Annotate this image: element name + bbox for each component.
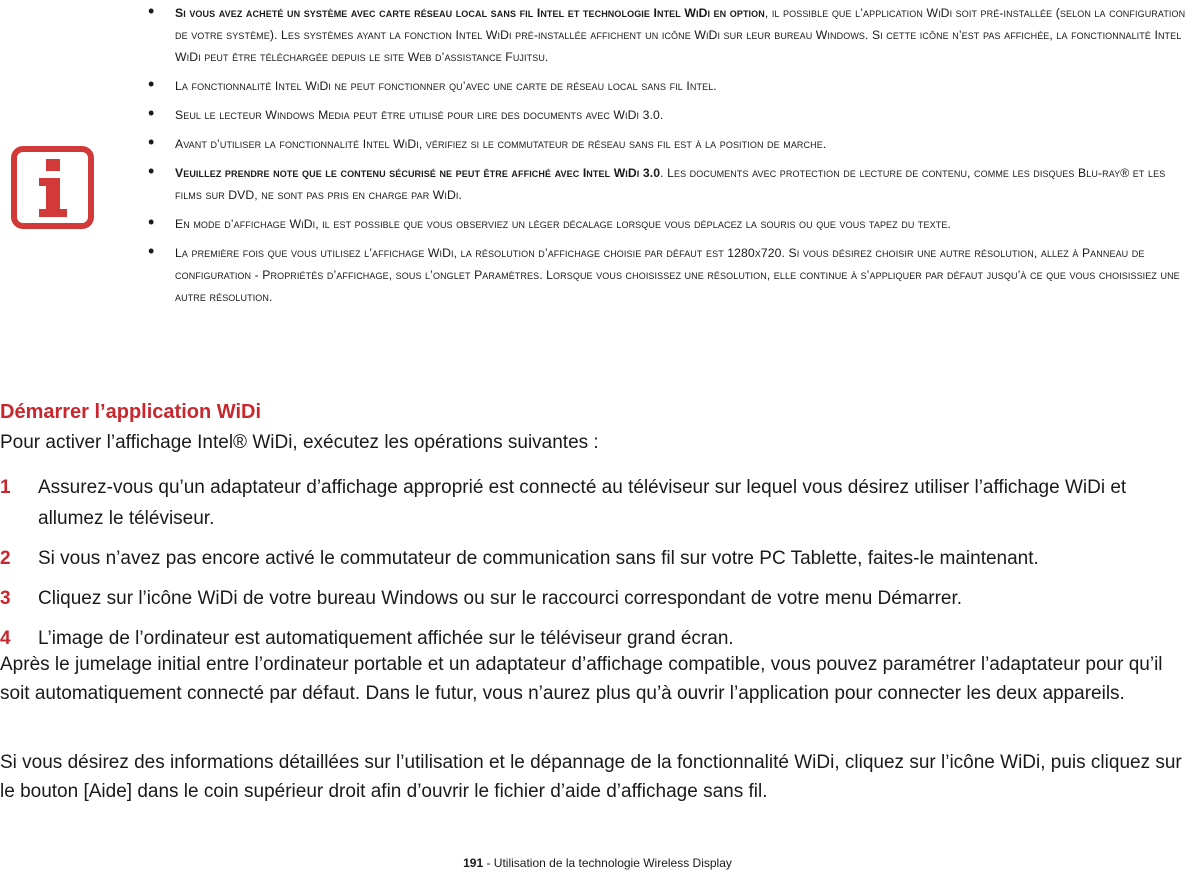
note-item: [148, 162, 1188, 206]
step-item: [0, 543, 1195, 574]
note-text: Seul le lecteur Windows Media peut être utilisé pour lire des documents avec WiDi 3.0.: [175, 108, 664, 122]
step-text: Cliquez sur l’icône WiDi de votre bureau Windows ou sur le raccourci correspondant de votre menu Démarrer.: [38, 588, 963, 609]
note-text: En mode d’affichage WiDi, il est possible que vous observiez un léger décalage lorsque vous déplacez la souris ou que vous tapez du texte.: [175, 217, 951, 231]
bullet: •: [148, 132, 155, 152]
step-text: Assurez-vous qu’un adaptateur d’affichage approprié est connecté au téléviseur sur lequel vous désirez utiliser l’affichage WiDi et allumez le téléviseur.: [38, 477, 1127, 529]
note-lead: Si vous avez acheté un système avec carte réseau local sans fil Intel et technologie Intel WiDi en option: [175, 6, 765, 20]
bullet: •: [148, 103, 155, 123]
note-item: [148, 213, 1188, 235]
note-text: La première fois que vous utilisez l’affichage WiDi, la résolution d’affichage choisie par défaut est 1280x720. Si vous désirez choisir une autre résolution, allez à Panneau de configuration - Propriétés d’affichage, sous l’onglet Paramètres. Lorsque vous choisissez une résolution, elle continue à s’appliquer par défaut jusqu’à ce que vous choisissiez une autre résolution.: [175, 246, 1180, 304]
section-intro: Pour activer l’affichage Intel® WiDi, exécutez les opérations suivantes :: [0, 432, 599, 453]
note-lead: Veuillez prendre note que le contenu sécurisé ne peut être affiché avec Intel WiDi 3.0: [175, 166, 661, 180]
step-item: [0, 583, 1195, 614]
step-number: 1: [0, 477, 11, 498]
note-item: [148, 133, 1188, 155]
note-text: , il possible que l’application WiDi soit pré-installée (selon la configuration de votre système). Les systèmes ayant la fonction Intel WiDi pré-installée affichent un icône WiDi sur leur bureau Windows. Si cette icône n’est pas affichée, la fonctionnalité Intel WiDi peut être téléchargée depuis le site Web d’assistance Fujitsu.: [175, 6, 1186, 64]
note-text: La fonctionnalité Intel WiDi ne peut fonctionner qu’avec une carte de réseau local sans fil Intel.: [175, 79, 717, 93]
step-text: Si vous n’avez pas encore activé le commutateur de communication sans fil sur votre PC Tablette, faites-le maintenant.: [38, 548, 1039, 569]
bullet: •: [148, 74, 155, 94]
step-number: 4: [0, 628, 11, 649]
section-title: Démarrer l’application WiDi: [0, 401, 261, 423]
bullet: •: [148, 241, 155, 261]
note-text: . Les documents avec protection de lecture de contenu, comme les disques Blu-ray® et les films sur DVD, ne sont pas pris en charge par WiDi.: [175, 166, 1166, 202]
step-number: 2: [0, 548, 11, 569]
note-item: [148, 242, 1188, 308]
note-item: [148, 2, 1188, 68]
note-item: [148, 75, 1188, 97]
note-text: Avant d’utiliser la fonctionnalité Intel WiDi, vérifiez si le commutateur de réseau sans fil est à la position de marche.: [175, 137, 827, 151]
bullet: •: [148, 212, 155, 232]
paragraph: Si vous désirez des informations détaillées sur l’utilisation et le dépannage de la fonctionnalité WiDi, cliquez sur l’icône WiDi, puis cliquez sur le bouton [Aide] dans le coin supérieur droit afin d’ouvrir le fichier d’aide d’affichage sans fil.: [0, 752, 1182, 802]
page-number: 191: [463, 856, 484, 870]
footer-text: - Utilisation de la technologie Wireless Display: [483, 856, 732, 870]
step-number: 3: [0, 588, 11, 609]
bullet: •: [148, 161, 155, 181]
note-item: [148, 104, 1188, 126]
notes-list: [148, 2, 1188, 315]
step-item: [0, 472, 1195, 534]
steps-list: [0, 472, 1195, 663]
paragraph: Après le jumelage initial entre l’ordinateur portable et un adaptateur d’affichage compatible, vous pouvez paramétrer l’adaptateur pour qu’il soit automatiquement connecté par défaut. Dans le futur, vous n’aurez plus qu’à ouvrir l’application pour connecter les deux appareils.: [0, 654, 1163, 704]
step-text: L’image de l’ordinateur est automatiquement affichée sur le téléviseur grand écran.: [38, 628, 734, 649]
info-icon: [11, 146, 94, 229]
bullet: •: [148, 1, 155, 21]
page-footer: [0, 856, 1195, 870]
